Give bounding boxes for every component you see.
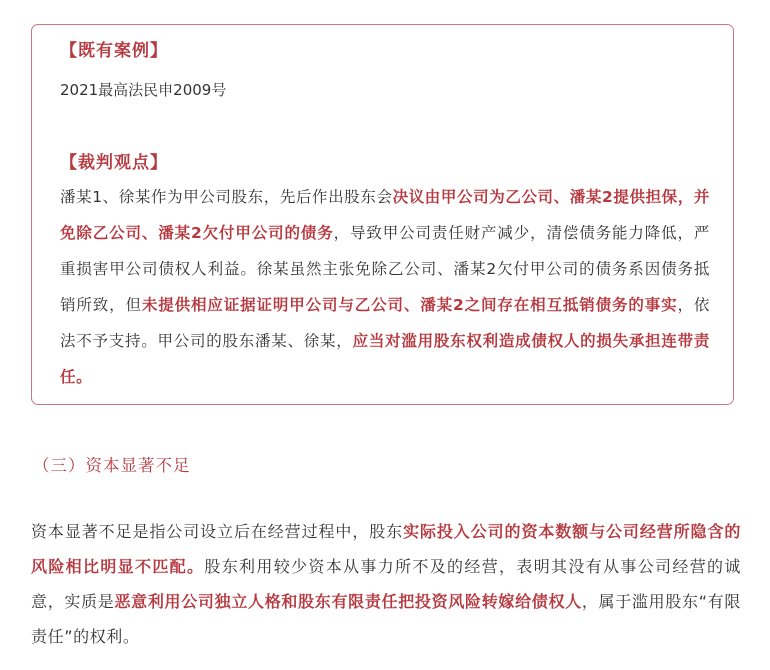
case-box-content bbox=[60, 39, 710, 395]
judgment-highlight-1: 决议由甲公司为乙公司、潘某2提供担保，并免除乙公司、潘某2欠付甲公司的债务 bbox=[60, 188, 710, 242]
section-text-1: 资本显著不足是指公司设立后在经营过程中，股东 bbox=[31, 522, 404, 541]
case-box bbox=[31, 24, 734, 405]
existing-case-heading: 【既有案例】 bbox=[60, 41, 168, 61]
section-highlight-1: 实际投入公司的资本数额与公司经营所隐含的风险相比明显不匹配。 bbox=[31, 522, 741, 576]
judgment-paragraph bbox=[60, 179, 710, 395]
judgment-text-2: ，导致甲公司责任财产减少，清偿债务能力降低，严重损害甲公司债权人利益。徐某虽然主张免除乙公司、潘某2欠付甲公司的债务系因债务抵销所致，但 bbox=[60, 224, 710, 314]
judgment-text-3: ，依法不予支持。甲公司的股东潘某、徐某， bbox=[60, 296, 710, 350]
section-text-3: ，属于滥用股东“有限责任”的权利。 bbox=[31, 592, 741, 646]
judgment-highlight-3: 应当对滥用股东权利造成债权人的损失承担连带责任。 bbox=[60, 332, 711, 386]
section-text-2: 股东利用较少资本从事力所不及的经营，表明其没有从事公司经营的诚意，实质是 bbox=[31, 557, 741, 611]
judgment-text-1: 潘某1、徐某作为甲公司股东，先后作出股东会 bbox=[60, 188, 393, 206]
judgment-heading: 【裁判观点】 bbox=[60, 153, 168, 173]
section-title: （三）资本显著不足 bbox=[33, 456, 191, 475]
case-number: 2021最高法民申2009号 bbox=[60, 81, 227, 99]
section-paragraph bbox=[31, 514, 741, 654]
judgment-highlight-2: 未提供相应证据证明甲公司与乙公司、潘某2之间存在相互抵销债务的事实 bbox=[141, 296, 678, 314]
section-highlight-2: 恶意利用公司独立人格和股东有限责任把投资风险转嫁给债权人 bbox=[114, 592, 582, 611]
